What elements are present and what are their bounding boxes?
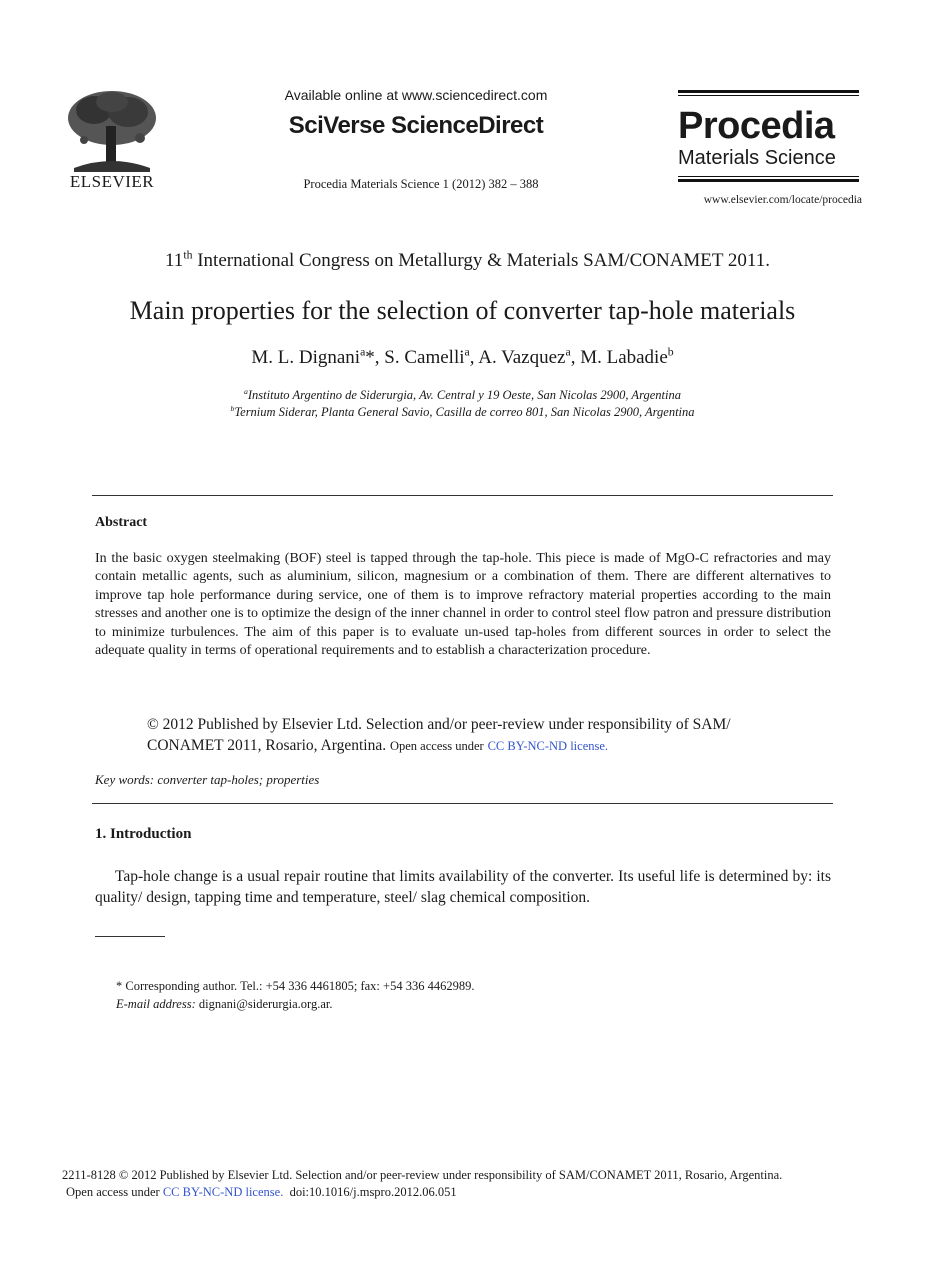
author-affiliation-mark: a	[565, 345, 571, 359]
journal-url: www.elsevier.com/locate/procedia	[703, 194, 862, 206]
corresponding-author-footnote: * Corresponding author. Tel.: +54 336 4461805; fax: +54 336 4462989.	[116, 979, 475, 993]
congress-ordinal: th	[183, 248, 193, 262]
license-link[interactable]: CC BY-NC-ND license.	[487, 739, 609, 753]
sciverse-sciencedirect-logo: SciVerse ScienceDirect	[288, 112, 544, 139]
author-affiliation-mark: b	[667, 345, 674, 359]
procedia-logo	[678, 90, 859, 182]
footer-license-line	[66, 1185, 457, 1200]
congress-name: International Congress on Metallurgy & Materials SAM/CONAMET 2011.	[192, 250, 770, 271]
author-affiliation-mark: a	[464, 345, 470, 359]
affiliation	[0, 388, 925, 403]
author-separator: ,	[570, 347, 581, 368]
copyright-text: © 2012 Published by Elsevier Ltd. Selection and/or peer-review under responsibility of SAM/ CONAMET 2011, Rosario, Argentina.	[147, 716, 731, 754]
logo-rule	[678, 179, 859, 182]
affiliation-text: Instituto Argentino de Siderurgia, Av. Central y 19 Oeste, San Nicolas 2900, Argentina	[247, 388, 681, 402]
author-name: M. Labadie	[580, 347, 668, 368]
author-affiliation-mark: a	[360, 345, 366, 359]
procedia-subtitle: Materials Science	[678, 147, 836, 169]
affiliation	[0, 405, 925, 420]
author-name: A. Vazquez	[478, 347, 566, 368]
author-list	[0, 347, 925, 369]
author-separator: ,	[469, 347, 479, 368]
section-body: Tap-hole change is a usual repair routine that limits availability of the converter. Its useful life is determined by: its quality/ design, tapping time and temperature, steel/ slag chemical composition.	[95, 868, 831, 906]
logo-rule	[678, 95, 859, 96]
open-access-label: Open access under	[389, 739, 484, 753]
congress-number: 11	[165, 250, 184, 271]
available-online-text: Available online at www.sciencedirect.com	[284, 87, 548, 103]
email-label: E-mail address:	[116, 997, 196, 1011]
paper-title: Main properties for the selection of converter tap-hole materials	[129, 296, 796, 325]
logo-rule	[678, 90, 859, 93]
author-name: S. Camelli	[384, 347, 465, 368]
congress-line	[0, 250, 935, 272]
elsevier-wordmark: ELSEVIER	[69, 172, 155, 191]
logo-rule	[678, 176, 859, 177]
author-separator: *,	[365, 347, 385, 368]
keywords-label: Key words:	[95, 772, 155, 787]
email-address[interactable]: dignani@siderurgia.org.ar.	[198, 997, 333, 1011]
footer-open-access-label: Open access under	[66, 1185, 160, 1199]
section-divider	[92, 803, 833, 804]
abstract-body: In the basic oxygen steelmaking (BOF) steel is tapped through the tap-hole. This piece is made of MgO-C refractories and may contain metallic agents, such as aluminium, silicon, magnesium or a combination of them. There are different alternatives to improve tap hole performance during service, one of them is to improve refractory material properties according to the main stresses and another one is to optimize the design of the inner channel in order to control steel flow patron and pressure distribution to minimize turbulences. The aim of this paper is to evaluate un-used tap-holes from different sources in order to select the adequate quality in terms of operational requirements and to establish a characterization procedure.	[95, 551, 831, 659]
footer-copyright: 2211-8128 © 2012 Published by Elsevier Ltd. Selection and/or peer-review under responsibility of SAM/CONAMET 2011, Rosario, Argentina.	[62, 1168, 783, 1182]
footnote-divider	[95, 936, 165, 937]
affiliation-mark: b	[230, 403, 235, 413]
author-name: M. L. Dignani	[251, 347, 361, 368]
footer-doi[interactable]: doi:10.1016/j.mspro.2012.06.051	[289, 1185, 457, 1199]
procedia-brand: Procedia	[678, 105, 835, 147]
keywords-text: converter tap-holes; properties	[157, 772, 320, 787]
copyright-notice	[147, 714, 807, 757]
section-divider	[92, 495, 833, 496]
affiliation-text: Ternium Siderar, Planta General Savio, Casilla de correo 801, San Nicolas 2900, Argentina	[234, 405, 695, 419]
email-footnote	[116, 997, 332, 1012]
keywords	[95, 772, 319, 788]
journal-reference: Procedia Materials Science 1 (2012) 382 – 388	[303, 177, 539, 191]
section-heading: 1. Introduction	[95, 826, 192, 842]
affiliation-mark: a	[244, 386, 248, 396]
footer-license-link[interactable]: CC BY-NC-ND license.	[162, 1185, 284, 1199]
abstract-heading: Abstract	[95, 515, 148, 530]
